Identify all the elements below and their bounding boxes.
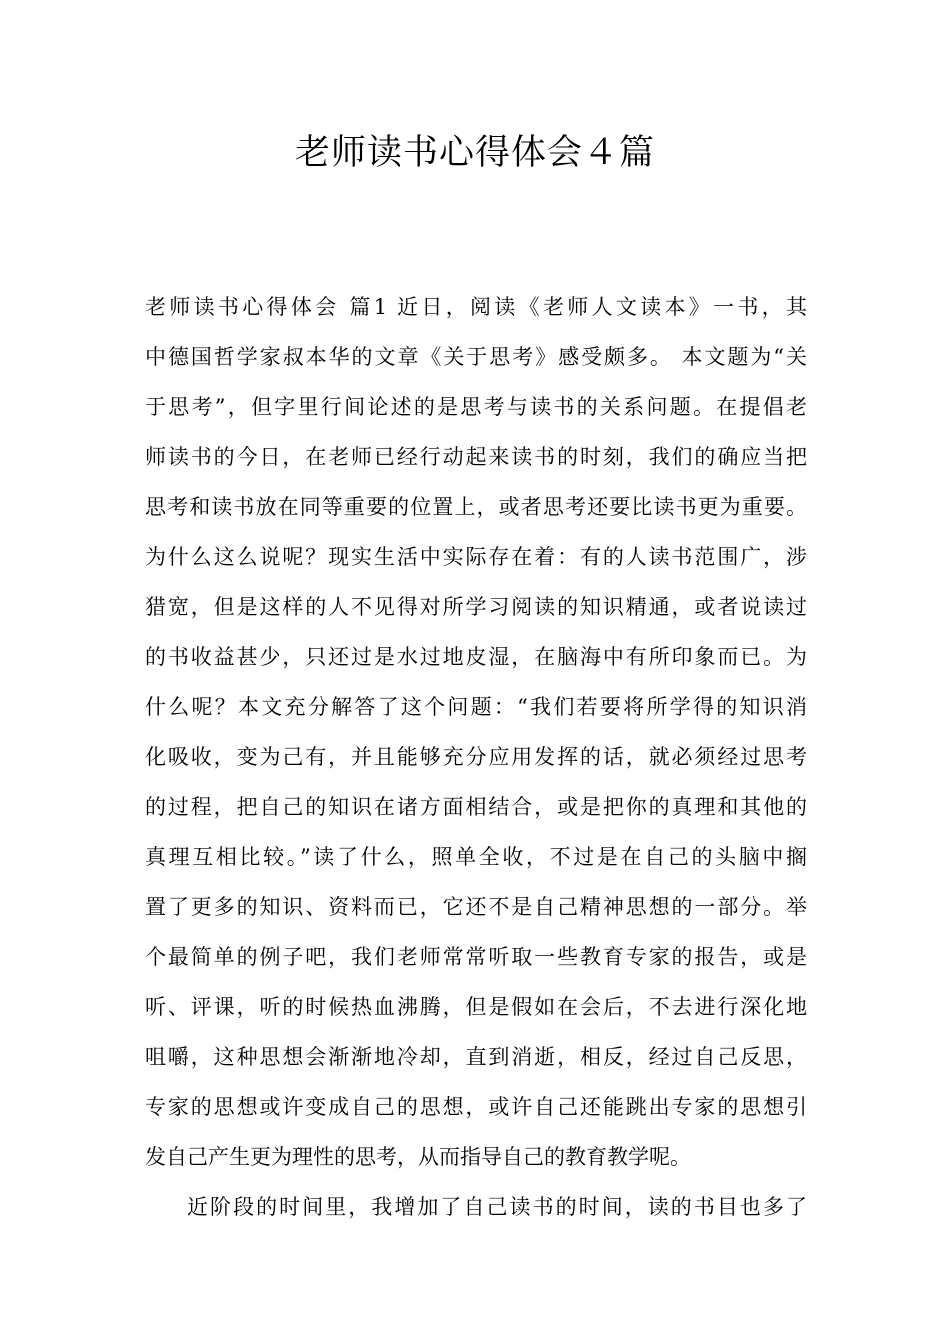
document-body — [145, 282, 807, 1232]
text-line: 猎宽，但是这样的人不见得对所学习阅读的知识精通，或者说读过 — [145, 595, 807, 619]
text-line: 为什么这么说呢？现实生活中实际存在着：有的人读书范围广，涉 — [145, 545, 807, 569]
text-line: 真理互相比较。”读了什么，照单全收，不过是在自己的头脑中搁 — [145, 845, 807, 869]
text-line: 专家的思想或许变成自己的思想，或许自己还能跳出专家的思想引 — [145, 1095, 807, 1119]
text-line: 个最简单的例子吧，我们老师常常听取一些教育专家的报告，或是 — [145, 945, 807, 969]
paragraph-start-line: 近阶段的时间里，我增加了自己读书的时间，读的书目也多了 — [187, 1195, 807, 1219]
text-line: 发自己产生更为理性的思考，从而指导自己的教育教学呢。 — [145, 1145, 691, 1169]
text-line: 师读书的今日，在老师已经行动起来读书的时刻，我们的确应当把 — [145, 445, 807, 469]
text-line: 咀嚼，这种思想会渐渐地冷却，直到消逝，相反，经过自己反思， — [145, 1045, 807, 1069]
text-line: 化吸收，变为己有，并且能够充分应用发挥的话，就必须经过思考 — [145, 745, 807, 769]
text-line: 老师读书心得体会 篇1 近日，阅读《老师人文读本》一书，其 — [145, 295, 807, 319]
text-line: 什么呢？本文充分解答了这个问题：“我们若要将所学得的知识消 — [145, 695, 807, 719]
text-line: 中德国哲学家叔本华的文章《关于思考》感受颇多。 本文题为“关 — [145, 345, 807, 369]
text-line: 听、评课，听的时候热血沸腾，但是假如在会后，不去进行深化地 — [145, 995, 807, 1019]
document-title: 老师读书心得体会４篇 — [294, 133, 655, 173]
text-line: 的过程，把自己的知识在诸方面相结合，或是把你的真理和其他的 — [145, 795, 807, 819]
text-line: 于思考”，但字里行间论述的是思考与读书的关系问题。在提倡老 — [145, 395, 807, 419]
text-line: 的书收益甚少，只还过是水过地皮湿，在脑海中有所印象而已。为 — [145, 645, 807, 669]
text-line: 思考和读书放在同等重要的位置上，或者思考还要比读书更为重要。 — [145, 495, 807, 519]
text-line: 置了更多的知识、资料而已，它还不是自己精神思想的一部分。举 — [145, 895, 807, 919]
